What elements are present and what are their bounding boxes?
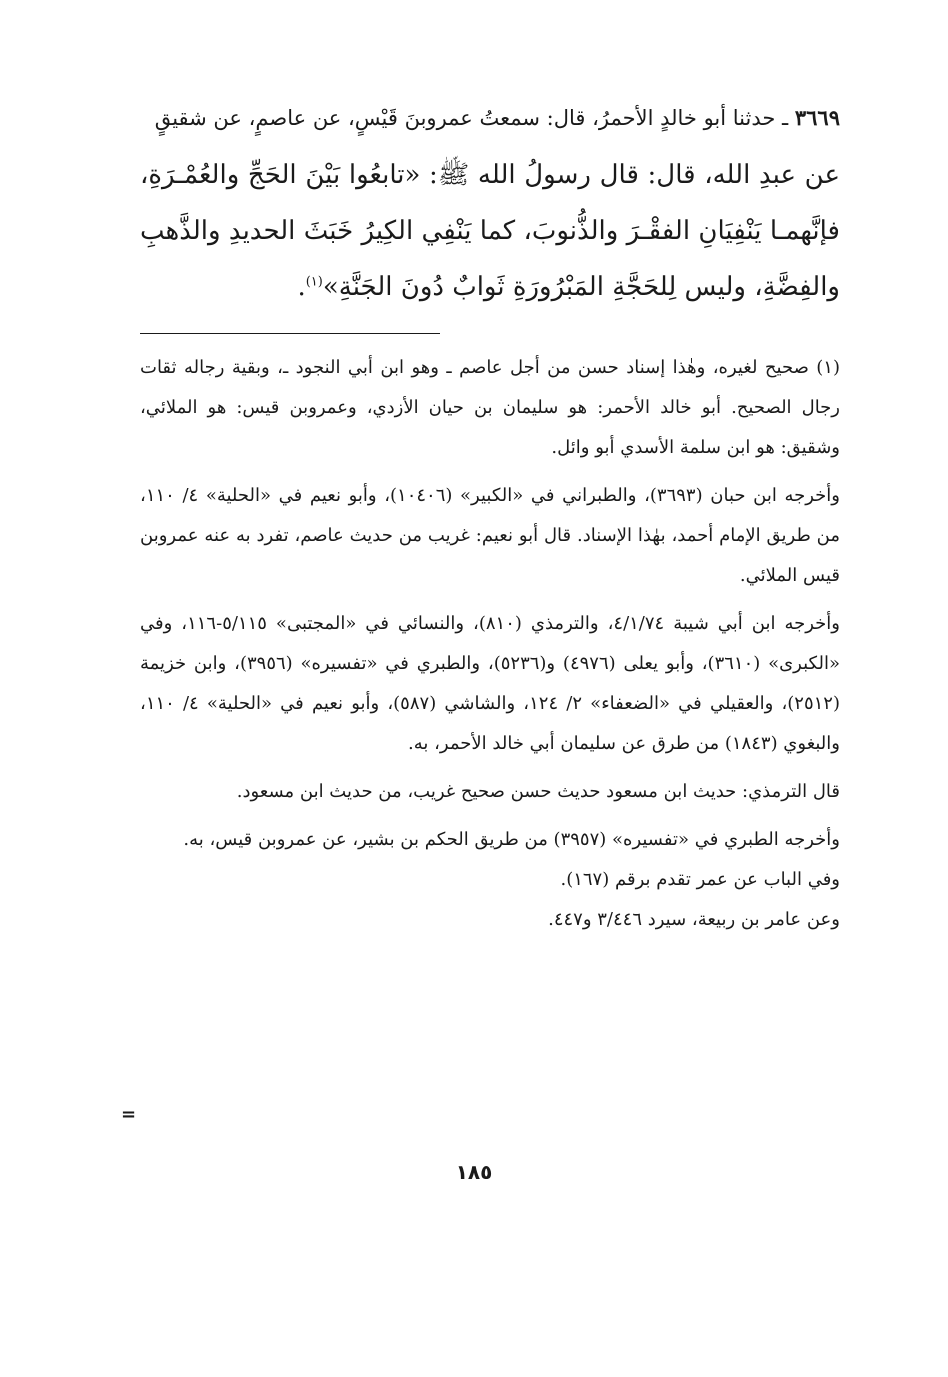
- continuation-mark: =: [121, 1104, 137, 1125]
- footnote-paragraph: وفي الباب عن عمر تقدم برقم (١٦٧).: [560, 869, 840, 890]
- footnotes: [140, 348, 840, 940]
- footnote-paragraph: وعن عامر بن ربيعة، سيرد ٣/٤٤٦ و٤٤٧.: [548, 909, 840, 930]
- page-body: [140, 95, 840, 940]
- hadith-number: ٣٦٦٩: [794, 105, 840, 130]
- hadith-end-mark: .: [297, 272, 306, 302]
- hadith-chain: [140, 95, 840, 141]
- hadith-matn: [140, 147, 840, 315]
- footnote-separator: [140, 333, 440, 334]
- hadith-isnad: ـ حدثنا أبو خالدٍ الأحمرُ، قال: سمعتُ عمروبنَ قَيْسٍ، عن عاصمٍ، عن شقيقٍ: [154, 106, 789, 130]
- page-number: ١٨٥: [455, 1160, 493, 1184]
- footnote-paragraph: (١) صحيح لغيره، وهٰذا إسناد حسن من أجل عاصم ـ وهو ابن أبي النجود ـ، وبقية رجاله ثقات رجال الصحيح. أبو خالد الأحمر: هو سليمان بن حيان الأزدي، وعمروبن قيس: هو الملائي، وشقيق: هو ابن سلمة الأسدي أبو وائل.: [140, 357, 840, 458]
- footnote-paragraph: وأخرجه ابن أبي شيبة ٤/١/٧٤، والترمذي (٨١٠)، والنسائي في «المجتبى» ٥/١١٥-١١٦، وفي «الكبرى» (٣٦١٠)، وأبو يعلى (٤٩٧٦) و(٥٢٣٦)، والطبري في «تفسيره» (٣٩٥٦)، وابن خزيمة (٢٥١٢)، والعقيلي في «الضعفاء» ٢/ ١٢٤، والشاشي (٥٨٧)، وأبو نعيم في «الحلية» ٤/ ١١٠، والبغوي (١٨٤٣) من طرق عن سليمان أبي خالد الأحمر، به.: [140, 613, 840, 754]
- footnote-marker[interactable]: (١): [305, 274, 323, 290]
- hadith-text: عن عبدِ الله، قال: قال رسولُ الله ﷺ: «تابعُوا بَيْنَ الحَجِّ والعُمْـرَةِ، فإنَّهمـا يَنْفِيَانِ الفقْـرَ والذُّنوبَ، كما يَنْفِي الكِيرُ خَبَثَ الحديدِ والذَّهبِ والفِضَّةِ، وليس لِلحَجَّةِ المَبْرُورَةِ ثَوابٌ دُونَ الجَنَّةِ»: [140, 160, 840, 302]
- footnote-paragraph: وأخرجه ابن حبان (٣٦٩٣)، والطبراني في «الكبير» (١٠٤٠٦)، وأبو نعيم في «الحلية» ٤/ ١١٠، من طريق الإمام أحمد، بهٰذا الإسناد. قال أبو نعيم: غريب من حديث عاصم، تفرد به عنه عمروبن قيس الملائي.: [140, 485, 840, 586]
- footnote-paragraph: قال الترمذي: حديث ابن مسعود حديث حسن صحيح غريب، من حديث ابن مسعود.: [236, 781, 840, 802]
- footnote-paragraph: وأخرجه الطبري في «تفسيره» (٣٩٥٧) من طريق الحكم بن بشير، عن عمروبن قيس، به.: [183, 829, 840, 850]
